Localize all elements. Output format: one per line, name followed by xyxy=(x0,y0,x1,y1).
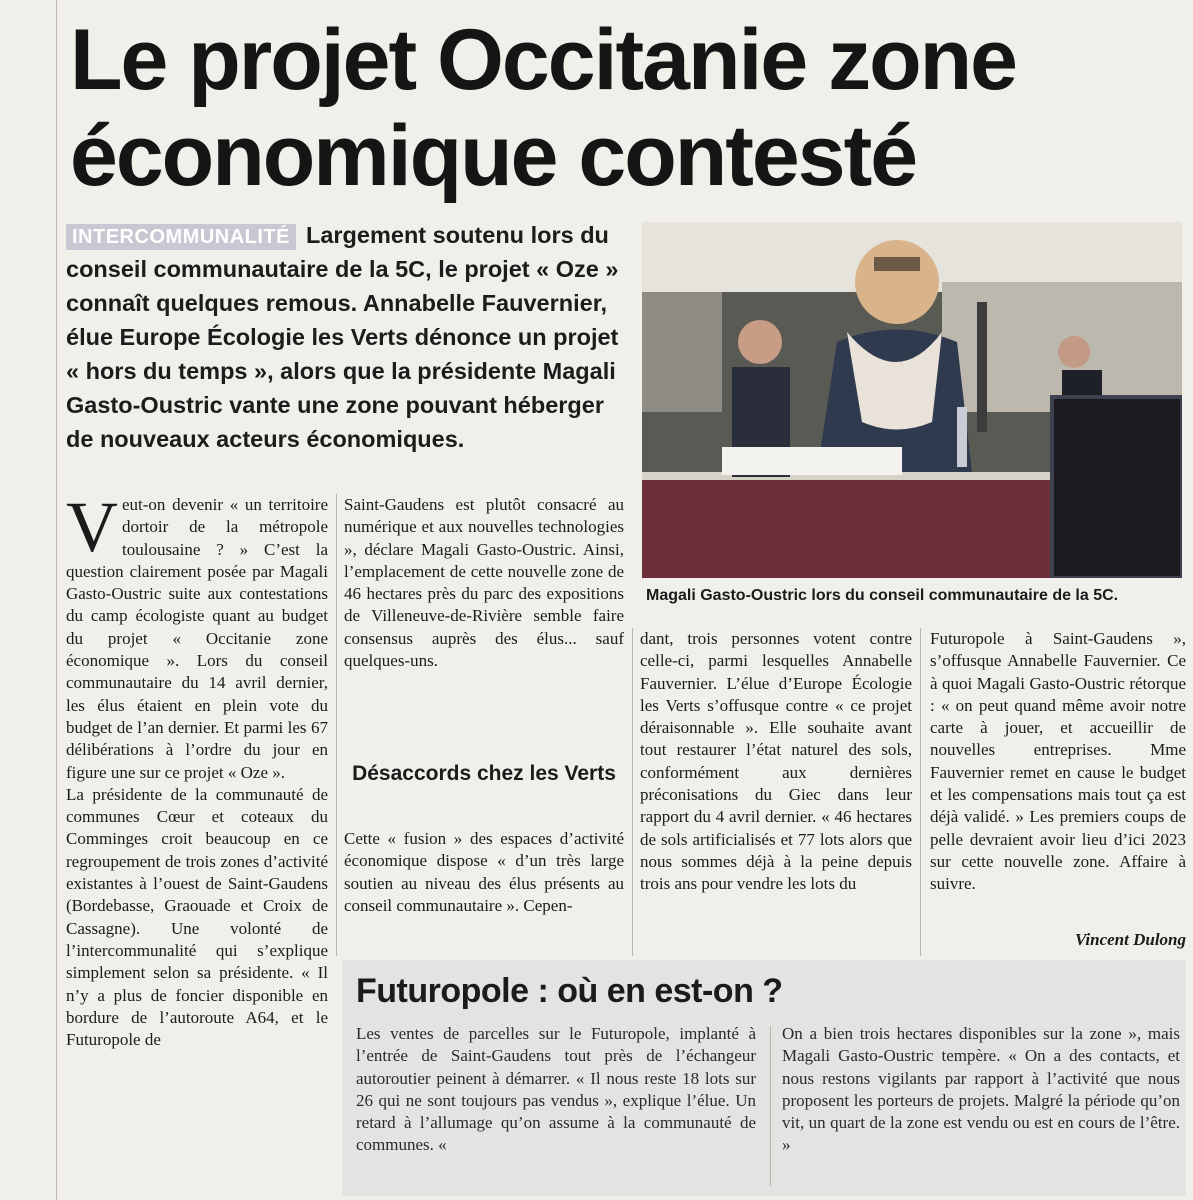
lead-text: Largement soutenu lors du conseil communautaire de la 5C, le projet « Oze » connaît quelques remous. Annabelle Fauvernier, élue Europe Écologie les Verts dénonce un projet « hors du temps », alors que la présidente Magali Gasto-Oustric vante une zone pouvant héberger de nouveaux acteurs économiques. xyxy=(66,222,619,452)
rubric-badge: INTERCOMMUNALITÉ xyxy=(66,224,296,250)
article-column-3 xyxy=(640,628,912,896)
byline: Vincent Dulong xyxy=(1074,930,1186,949)
column-rule xyxy=(920,628,921,956)
article-photo xyxy=(642,222,1182,578)
column-2-paragraph-2: Cette « fusion » des espaces d’activité économique dispose « d’un très large soutien au niveau des élus présents au conseil communautaire ». Cepen- xyxy=(344,829,624,915)
article-column-2-continued xyxy=(344,828,624,917)
column-rule xyxy=(336,494,337,956)
sidebar-column-rule xyxy=(770,1026,771,1186)
sidebar-title: Futuropole : où en est-on ? xyxy=(356,972,783,1010)
subheading: Désaccords chez les Verts xyxy=(352,762,616,785)
photo-illustration xyxy=(642,222,1182,578)
article-column-1 xyxy=(66,487,328,1051)
column-1-paragraph-2: La présidente de la communauté de communes Cœur et coteaux du Comminges croit beaucoup en ce regroupement de trois zones d’activité existantes à l’ouest de Saint-Gaudens (Bordebasse, Graouade et Croix de Cassagne). Une volonté de l’intercommunalité qui s’explique simplement selon sa présidente. « Il n’y a plus de foncier disponible en bordure de l’autoroute A64, et le Futuropole de xyxy=(66,784,328,1050)
column-3-paragraph-1: dant, trois personnes votent contre celle-ci, parmi lesquelles Annabelle Fauvernier. L’élue d’Europe Écologie les Verts s’offusque contre « ce projet déraisonnable ». Elle souhaite avant tout restaurer l’état naturel des sols, conformément aux dernières préconisations du Giec dans leur rapport du 4 avril dernier. « 46 hectares de sols artificialisés et 77 lots alors que nous sommes déjà à la peine depuis trois ans pour vendre les lots du xyxy=(640,629,912,894)
sidebar-text-left: Les ventes de parcelles sur le Futuropole, implanté à l’entrée de Saint-Gaudens tout près de l’échangeur autoroutier peinent à démarrer. « Il nous reste 18 lots sur 26 qui ne sont toujours pas vendus », explique l’élue. Un retard à l’allumage qu’on assume à la communauté de communes. « xyxy=(356,1024,756,1155)
drop-cap: V xyxy=(66,487,118,567)
column-rule xyxy=(632,628,633,956)
lead-paragraph xyxy=(66,218,636,456)
headline: Le projet Occitanie zone économique contesté xyxy=(70,12,1016,204)
column-1-paragraph-1 xyxy=(66,487,328,784)
column-1-text-1: eut-on devenir « un territoire dortoir de la métropole toulousaine ? » C’est la question clairement posée par Magali Gasto-Oustric suite aux contestations du camp écologiste quant au budget du projet « Occitanie zone économique ». Lors du conseil communautaire du 14 avril dernier, les élus étaient en plein vote du budget de l’an dernier. Et parmi les 67 délibérations à l’ordre du jour en figure une sur ce projet « Oze ». xyxy=(66,495,328,782)
column-4-paragraph-1: Futuropole à Saint-Gaudens », s’offusque Annabelle Fauvernier. Ce à quoi Magali Gasto-Oustric rétorque : « on peut quand même avoir notre carte à jouer, et accueillir de nouvelles entreprises. Mme Fauvernier remet en cause le budget et les compensations mais tout ça est déjà validé. » Les premiers coups de pelle devraient avoir lieu d’ici 2023 sur cette nouvelle zone. Affaire à suivre. xyxy=(930,629,1186,894)
photo-caption: Magali Gasto-Oustric lors du conseil communautaire de la 5C. xyxy=(646,587,1119,604)
article-column-2 xyxy=(344,494,624,672)
article-column-4 xyxy=(930,628,1186,896)
sidebar-text-right: On a bien trois hectares disponibles sur la zone », mais Magali Gasto-Oustric tempère. « On a des contacts, et nous restons vigilants par rapport à l’activité que nous proposent les porteurs de projets. Malgré la période qu’on vit, un quart de la zone est vendu ou est en cours de l’être. » xyxy=(782,1024,1180,1155)
column-2-paragraph-1: Saint-Gaudens est plutôt consacré au numérique et aux nouvelles technologies », déclare Magali Gasto-Oustric. Ainsi, l’emplacement de cette nouvelle zone de 46 hectares près du parc des expositions de Villeneuve-de-Rivière semble faire consensus auprès des élus... sauf quelques-uns. xyxy=(344,495,624,671)
